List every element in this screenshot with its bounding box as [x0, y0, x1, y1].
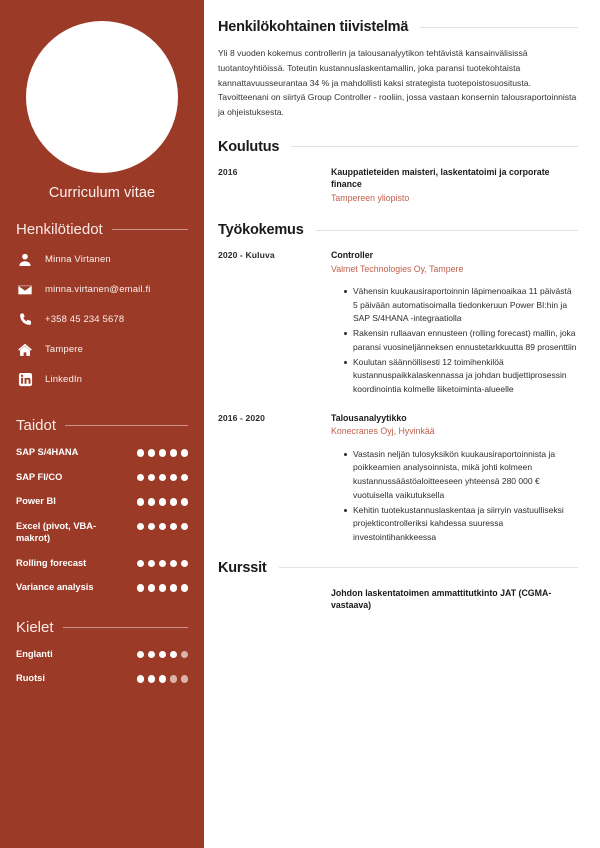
rating-dot	[137, 449, 145, 457]
entry-bullet-list	[331, 285, 578, 397]
rating-dot	[148, 449, 156, 457]
contact-item-location	[16, 340, 188, 359]
rating-dot	[137, 675, 145, 683]
language-row	[16, 672, 188, 685]
rating-dot	[181, 584, 189, 592]
rating-dot	[181, 498, 189, 506]
bullet-item: Vastasin neljän tulosyksikön kuukausiraportoinnista ja poikkeamien analysoinnista, mikä johti kolmeen kustannussäästöaloitteeseen yhteensä 280 000 € vuotuisella vaikutuksella	[344, 448, 578, 503]
rating-dot	[170, 449, 178, 457]
cv-title: Curriculum vitae	[48, 185, 156, 201]
linkedin-icon	[16, 371, 34, 389]
entry-body	[331, 587, 578, 612]
divider	[420, 27, 578, 28]
entry-body	[331, 412, 578, 546]
section-header-education	[218, 139, 578, 155]
contact-item-name	[16, 250, 188, 269]
summary-heading: Henkilökohtainen tiivistelmä	[218, 19, 409, 35]
rating-dot	[137, 474, 145, 482]
entry-title: Kauppatieteiden maisteri, laskentatoimi ja corporate finance	[331, 166, 550, 190]
rating-dot	[170, 560, 178, 568]
spacer	[16, 606, 188, 619]
contact-heading: Henkilötiedot	[16, 221, 103, 238]
rating-dot	[159, 474, 167, 482]
skill-rating	[137, 557, 189, 568]
divider	[112, 229, 188, 230]
rating-dot	[137, 560, 145, 568]
rating-dot	[159, 560, 167, 568]
rating-dot	[181, 449, 189, 457]
rating-dot	[159, 523, 167, 531]
entry	[218, 166, 578, 205]
skill-row	[16, 446, 188, 459]
skill-label: SAP S/4HANA	[16, 447, 79, 457]
skill-row	[16, 495, 188, 508]
divider	[291, 146, 578, 147]
experience-heading: Työkokemus	[218, 222, 304, 239]
contact-item-phone[interactable]	[16, 310, 188, 329]
envelope-icon	[16, 281, 34, 299]
entry-date	[218, 587, 331, 588]
profile-photo-container	[16, 0, 188, 185]
sidebar	[0, 0, 204, 848]
education-heading: Koulutus	[218, 138, 280, 155]
divider	[279, 567, 578, 568]
rating-dot	[148, 498, 156, 506]
rating-dot	[159, 584, 167, 592]
rating-dot	[170, 584, 178, 592]
rating-dot	[181, 675, 189, 683]
skill-rating	[137, 520, 189, 531]
section-summary	[218, 19, 578, 120]
rating-dot	[170, 474, 178, 482]
skill-row	[16, 520, 188, 545]
rating-dot	[148, 584, 156, 592]
contact-phone-value: +358 45 234 5678	[45, 313, 125, 325]
bullet-item: Vähensin kuukausiraportoinnin läpimenoaikaa 11 päivästä 5 päivään automatisoimalla tiedonkeruun Power BI:hin ja SAP S/4HANA -integraatiolla	[344, 285, 578, 326]
divider	[63, 627, 188, 628]
entry-title: Talousanalyytikko	[331, 412, 407, 423]
rating-dot	[170, 651, 178, 659]
language-label: Englanti	[16, 648, 53, 659]
skill-row	[16, 557, 188, 570]
entry-body	[331, 166, 578, 205]
skills-list	[16, 446, 188, 594]
rating-dot	[148, 560, 156, 568]
rating-dot	[181, 651, 189, 659]
rating-dot	[137, 651, 145, 659]
contact-item-linkedin[interactable]	[16, 370, 188, 389]
language-rating	[137, 672, 189, 683]
education-list	[218, 166, 578, 205]
skill-label: Variance analysis	[16, 582, 94, 593]
section-courses	[218, 560, 578, 612]
rating-dot	[181, 523, 189, 531]
entry-bullet-list	[331, 448, 578, 545]
rating-dot	[181, 560, 189, 568]
bullet-item: Rakensin rullaavan ennusteen (rolling forecast) mallin, joka paransi vuosineljänneksen ennustetarkkuutta 89 prosenttiin	[344, 327, 578, 355]
entry-organization: Konecranes Oyj, Hyvinkää	[331, 426, 435, 437]
rating-dot	[137, 584, 145, 592]
rating-dot	[137, 523, 145, 531]
skill-rating	[137, 581, 189, 592]
entry-date: 2016	[218, 166, 238, 177]
home-icon	[16, 341, 34, 359]
skill-label: Power BI	[16, 496, 56, 507]
skill-rating	[137, 495, 189, 506]
rating-dot	[170, 523, 178, 531]
rating-dot	[148, 523, 156, 531]
rating-dot	[148, 474, 156, 482]
entry-organization: Valmet Technologies Oy, Tampere	[331, 263, 464, 274]
main-content	[204, 0, 600, 848]
divider	[65, 425, 188, 426]
skill-label: SAP FI/CO	[16, 471, 63, 482]
phone-icon	[16, 311, 34, 329]
skill-row	[16, 471, 188, 484]
languages-list	[16, 648, 188, 685]
language-label: Ruotsi	[16, 673, 45, 684]
contact-item-email[interactable]	[16, 280, 188, 299]
section-header-languages	[16, 619, 188, 636]
entry-date: 2016 - 2020	[218, 412, 265, 423]
spacer	[16, 400, 188, 417]
bullet-item: Koulutan säännöllisesti 12 toimihenkilöä kustannuspaikkalaskennassa ja johdan budjettiprosessin koordinointia kolmelle liiketoiminta-alueelle	[344, 356, 578, 397]
entry-date: 2020 - Kuluva	[218, 250, 275, 261]
experience-list	[218, 249, 578, 546]
section-header-skills	[16, 417, 188, 434]
skill-rating	[137, 471, 189, 482]
section-experience	[218, 222, 578, 546]
section-header-experience	[218, 222, 578, 238]
section-header-contact	[16, 221, 188, 238]
rating-dot	[159, 498, 167, 506]
divider	[316, 230, 578, 231]
section-education	[218, 139, 578, 205]
skills-heading: Taidot	[16, 417, 57, 434]
rating-dot	[159, 651, 167, 659]
rating-dot	[159, 449, 167, 457]
contact-location-value: Tampere	[45, 343, 84, 355]
entry	[218, 412, 578, 546]
bullet-item: Kehitin tuotekustannuslaskentaa ja siirryin vastuulliseksi projekticontrolleriksi kahdessa suuressa investointihankkeessa	[344, 504, 578, 545]
skill-row	[16, 581, 188, 594]
entry-organization: Tampereen yliopisto	[331, 192, 410, 203]
entry	[218, 249, 578, 398]
rating-dot	[170, 675, 178, 683]
entry-body	[331, 249, 578, 398]
rating-dot	[137, 498, 145, 506]
contact-name-value: Minna Virtanen	[45, 253, 111, 265]
rating-dot	[181, 474, 189, 482]
profile-photo	[26, 21, 178, 173]
rating-dot	[159, 675, 167, 683]
entry	[218, 587, 578, 612]
courses-list	[218, 587, 578, 612]
rating-dot	[148, 651, 156, 659]
language-row	[16, 648, 188, 661]
person-icon	[16, 251, 34, 269]
rating-dot	[148, 675, 156, 683]
entry-title: Controller	[331, 250, 374, 261]
language-rating	[137, 648, 189, 659]
entry-title: Johdon laskentatoimen ammattitutkinto JAT (CGMA-vastaava)	[331, 587, 552, 611]
summary-text: Yli 8 vuoden kokemus controllerin ja talousanalyytikon tehtävistä kansainvälisissä tuotantoyhtiöissä. Toteutin kustannuslaskentamallin, joka paransi tuotekohtaista kannattavuusseurantaa 34 % ja mahdollisti kaksi strategista tuotepoistosuositusta. Tavoitteenani on siirtyä Group Controller - rooliin, jossa vastaan konsernin talousraportoinnista ja ohjeistuksesta.	[218, 48, 577, 118]
contact-linkedin-value: LinkedIn	[45, 373, 83, 385]
contact-email-value: minna.virtanen@email.fi	[45, 283, 151, 295]
languages-heading: Kielet	[16, 618, 54, 636]
skill-rating	[137, 446, 189, 457]
section-header-summary	[218, 19, 578, 35]
skill-label: Rolling forecast	[16, 557, 87, 568]
section-header-courses	[218, 560, 578, 576]
skill-label: Excel (pivot, VBA-makrot)	[16, 520, 97, 544]
rating-dot	[170, 498, 178, 506]
courses-heading: Kurssit	[218, 559, 267, 576]
